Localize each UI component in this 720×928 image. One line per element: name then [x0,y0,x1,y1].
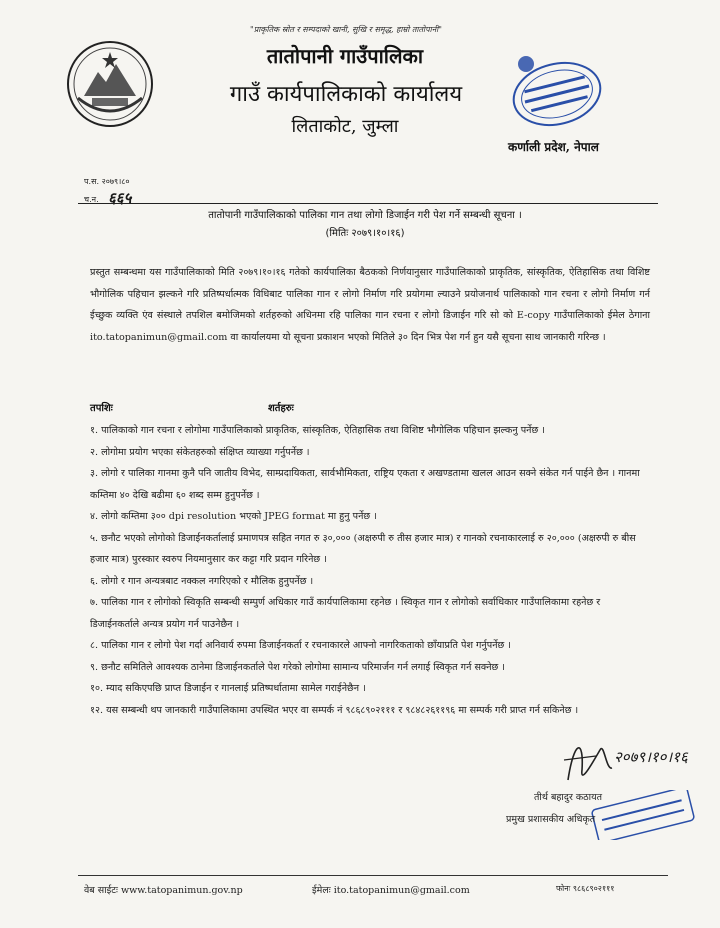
government-emblem-icon [64,38,156,130]
motto: "प्राकृतिक स्रोत र सम्पदाको खानी, सुखि र समृद्ध, हाम्रो तातोपानी" [250,25,442,34]
notice-body-paragraph: प्रस्तुत सम्बन्धमा यस गाउँपालिकाको मिति २०७९।१०।१६ गतेको कार्यपालिका बैठकको निर्णयानुसार गाउँपालिकाको प्राकृतिक, सांस्कृतिक, ऐतिहासिक तथा विशिष्ट भौगोलिक पहिचान झल्कने गरि प्रतिष्पर्धात्मक विधिबाट पालिका गान र लोगो निर्माण गरि प्रयोगमा ल्याउने प्रयोजनार्थ पालिकाको गान रचना र लोगो निर्माण गर्न ईच्छुक व्यक्ति एंव संस्थाले तपशिल बमोजिमको शर्तहरुको अधिनमा रहि पालिका गान रचना र लोगो डिजाईन गरि सो को E-copy गाउँपालिकाको ईमेल ठेगाना ito.tatopanimun@gmail.com वा कार्यालयमा यो सूचना प्रकाशन भएको मितिले ३० दिन भित्र पेश गर्न हुन यसै सूचना साथ जानकारी गरिन्छ । [90,267,650,343]
notice-date: (मितिः २०७९।१०।१६) [325,228,405,239]
condition-item: ३. लोगो र पालिका गानमा कुनै पनि जातीय विभेद, साम्प्रदायिकता, सार्वभौमिकता, राष्ट्रिय एकता र अखण्डतामा खलल आउन सक्ने संकेत गर्न पाईने छैन । गानमा कम्तिमा ४० देखि बढीमा ६० शब्द सम्म हुनुपर्नेछ । [90,468,640,501]
condition-item: २. लोगोमा प्रयोग भएका संकेतहरुको संक्षिप्त व्याख्या गर्नुपर्नेछ । [90,446,310,458]
municipality-name: तातोपानी गाउँपालिका [266,44,424,68]
notice-subject: तातोपानी गाउँपालिकाको पालिका गान तथा लोगो डिजाईन गरी पेश गर्ने सम्बन्धी सूचना । [208,210,522,221]
signatory-title: प्रमुख प्रशासकीय अधिकृत [506,814,596,825]
signatory-name: तीर्थ बहादुर कठायत [534,792,603,803]
letter-reference-number: प.स. २०७९।८० [84,177,130,186]
header-divider [78,203,658,204]
footer-email: ईमेलः ito.tatopanimun@gmail.com [312,885,470,896]
condition-item: ७. पालिका गान र लोगोको स्विकृति सम्बन्धी सम्पुर्ण अधिकार गाउँ कार्यपालिकामा रहनेछ । स्विकृत गान र लोगोको सर्वाधिकार गाउँपालिकामा रहनेछ र डिजाईनकर्ताले अन्यत्र प्रयोग गर्न पाउनेछैन । [90,597,601,630]
details-heading: तपशिः [90,403,113,414]
condition-item: १०. म्याद सकिएपछि प्राप्त डिजाईन र गानलाई प्रतिष्पर्धातामा सामेल गराईनेछैन । [90,683,366,694]
conditions-list [90,420,650,721]
condition-item: १. पालिकाको गान रचना र लोगोमा गाउँपालिकाको प्राकृतिक, सांस्कृतिक, ऐतिहासिक तथा विशिष्ट भौगोलिक पहिचान झल्कनु पर्नेछ । [90,425,545,436]
footer-website: वेब साईटः www.tatopanimun.gov.np [84,885,243,896]
footer-phone: फोनः ९८६८९०२१११ [556,884,615,893]
handwritten-signature [560,730,710,790]
conditions-heading: शर्तहरुः [268,403,294,414]
condition-item: ५. छनौट भएको लोगोको डिजाईनकर्तालाई प्रमाणपत्र सहित नगत रु ३०,००० (अक्षरुपी रु तीस हजार मात्र) र गानको रचनाकारलाई रु २०,००० (अक्षरुपी रु बीस हजार मात्र) पुरस्कार स्वरुप नियमानुसार कर कट्टा गरि प्रदान गरिनेछ । [90,532,636,565]
condition-item: ९. छनौट समितिले आवश्यक ठानेमा डिजाईनकर्ताले पेश गरेको लोगोमा सामान्य परिमार्जन गर्न लगाई स्विकृत गर्न सक्नेछ । [90,661,505,673]
signature-date: २०७९।१०।१६ [614,748,688,766]
office-stamp-icon [508,54,606,134]
province-name: कर्णाली प्रदेश, नेपाल [508,140,599,154]
office-name: गाउँ कार्यपालिकाको कार्यालय [229,82,463,107]
dispatch-number-label: च.न. [84,195,99,204]
dispatch-number: ६६५ [108,189,132,207]
footer-divider [78,875,668,876]
condition-item: १२. यस सम्बन्धी थप जानकारी गाउँपालिकामा उपस्थित भएर वा सम्पर्क नं ९८६८९०२१११ र ९८४८२६११९६ मा सम्पर्क गरी प्राप्त गर्न सकिनेछ । [90,704,579,716]
office-location: लिताकोट, जुम्ला [291,116,399,137]
condition-item: ८. पालिका गान र लोगो पेश गर्दा अनिवार्य रुपमा डिजाईनकर्ता र रचनाकारले आफ्नो नागरिकताको छाँयाप्रति पेश गर्नुपर्नेछ । [90,640,511,651]
official-seal-icon [588,790,698,840]
condition-item: ४. लोगो कम्तिमा ३०० dpi resolution भएको JPEG format मा हुनु पर्नेछ । [90,511,377,522]
condition-item: ६. लोगो र गान अन्यत्रबाट नक्कल नगरिएको र मौलिक हुनुपर्नेछ । [90,575,314,587]
